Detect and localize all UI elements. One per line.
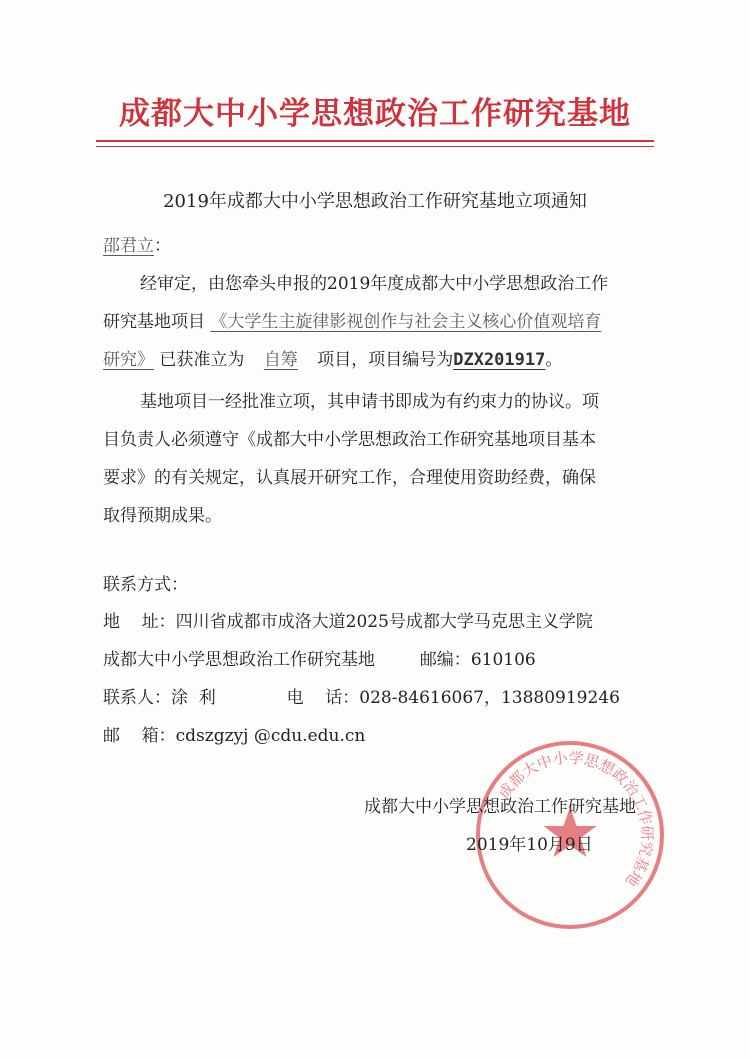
phone-value: 028-84616067，13880919246 <box>359 688 620 708</box>
project-title-part1: 《大学生主旋律影视创作与社会主义核心价值观培育 <box>210 312 602 332</box>
person-label: 联系人： <box>103 688 171 708</box>
paragraph1-prefix: 研究基地项目 <box>103 312 205 332</box>
paragraph2-line4: 取得预期成果。 <box>103 506 222 526</box>
project-type: 自筹 <box>263 350 298 370</box>
base-postcode-line <box>103 649 536 671</box>
paragraph2-line2: 目负责人必须遵守《成都大中小学思想政治工作研究基地项目基本 <box>103 430 596 450</box>
base-name: 成都大中小学思想政治工作研究基地 <box>103 650 375 670</box>
recipient-line <box>103 235 171 257</box>
letterhead-rule <box>96 140 654 142</box>
paragraph1-line2 <box>103 311 601 333</box>
issue-date: 2019年10月9日 <box>466 835 593 855</box>
letterhead-rule-thin <box>96 146 654 147</box>
person-value: 涂 利 <box>171 688 216 708</box>
project-title-part2: 研究》 <box>103 350 154 370</box>
issuer-signature: 成都大中小学思想政治工作研究基地 <box>364 797 636 817</box>
project-number: DZX201917 <box>453 350 546 370</box>
paragraph2-line1: 基地项目一经批准立项，其申请书即成为有约束力的协议。项 <box>140 392 599 412</box>
address-value: 四川省成都市成洛大道2025号成都大学马克思主义学院 <box>175 612 593 632</box>
postcode-value: 610106 <box>470 650 536 670</box>
notice-title: 2019年成都大中小学思想政治工作研究基地立项通知 <box>163 191 587 212</box>
seal-text: 成都大中小学思想政治工作研究基地 <box>495 748 657 890</box>
letterhead-title: 成都大中小学思想政治工作研究基地 <box>119 96 631 132</box>
project-number-label: 项目，项目编号为 <box>317 350 454 370</box>
recipient-colon: ： <box>154 236 171 256</box>
contact-heading: 联系方式： <box>103 575 188 595</box>
postcode-label: 邮编： <box>419 650 471 670</box>
phone-label: 电 话： <box>286 688 360 708</box>
address-label: 地 址： <box>103 612 176 632</box>
email-line <box>103 725 365 747</box>
paragraph2-line3: 要求》的有关规定，认真展开研究工作，合理使用资助经费，确保 <box>103 468 596 488</box>
person-phone-line <box>103 687 620 709</box>
address-line <box>103 611 593 633</box>
paragraph1-period: 。 <box>545 350 563 370</box>
paragraph1-line3 <box>103 349 562 371</box>
email-value: cdszgzyj @cdu.edu.cn <box>175 726 366 746</box>
paragraph1-line1: 经审定，由您牵头申报的2019年度成都大中小学思想政治工作 <box>140 274 609 294</box>
approved-as-label: 已获准立为 <box>159 350 245 370</box>
email-label: 邮 箱： <box>103 726 176 746</box>
recipient-name: 邵君立 <box>103 236 154 256</box>
